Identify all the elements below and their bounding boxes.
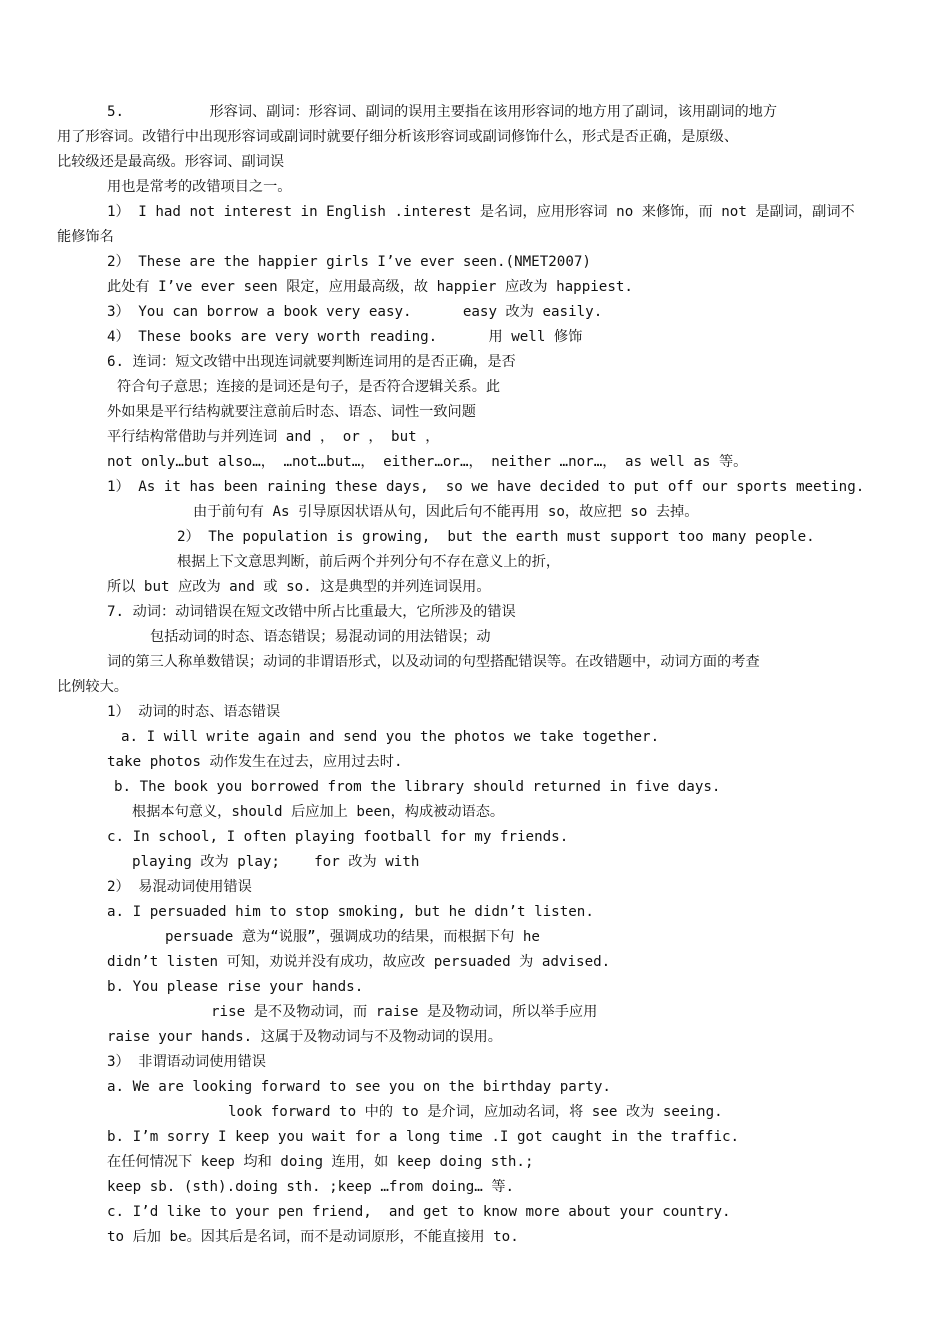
text-line: rise 是不及物动词，而 raise 是及物动词，所以举手应用: [211, 1004, 598, 1020]
text-line: 1） 动词的时态、语态错误: [107, 704, 281, 720]
text-line: 能修饰名: [57, 229, 114, 245]
text-line: didn’t listen 可知，劝说并没有成功，故应改 persuaded 为 advised.: [107, 954, 611, 970]
text-line: 4） These books are very worth reading. 用 well 修饰: [107, 329, 583, 345]
text-line: 2） The population is growing, but the earth must support too many people.: [177, 529, 815, 545]
text-line: c. In school, I often playing football for my friends.: [107, 829, 569, 845]
text-line: 3） 非谓语动词使用错误: [107, 1054, 266, 1070]
text-line: 2） 易混动词使用错误: [107, 879, 252, 895]
text-line: raise your hands. 这属于及物动词与不及物动词的误用。: [107, 1029, 502, 1045]
text-line: a. I will write again and send you the photos we take together.: [121, 729, 660, 745]
text-line: playing 改为 play; for 改为 with: [132, 854, 420, 870]
text-line: 在任何情况下 keep 均和 doing 连用，如 keep doing sth.;: [107, 1154, 534, 1170]
text-line: 5. 形容词、副词：形容词、副词的误用主要指在该用形容词的地方用了副词，该用副词的地方: [107, 104, 778, 120]
text-line: 3） You can borrow a book very easy. easy 改为 easily.: [107, 304, 603, 320]
text-line: c. I’d like to your pen friend, and get to know more about your country.: [107, 1204, 731, 1220]
text-line: 用了形容词。改错行中出现形容词或副词时就要仔细分析该形容词或副词修饰什么，形式是否正确，是原级、: [57, 129, 739, 145]
text-line: b. I’m sorry I keep you wait for a long time .I got caught in the traffic.: [107, 1129, 740, 1145]
text-line: 平行结构常借助与并列连词 and ， or ， but ，: [107, 429, 440, 445]
text-line: 符合句子意思；连接的是词还是句子，是否符合逻辑关系。此: [117, 379, 501, 395]
text-line: persuade 意为“说服”，强调成功的结果，而根据下句 he: [165, 929, 540, 945]
text-line: 1） As it has been raining these days, so we have decided to put off our sports meeting.: [107, 479, 865, 495]
text-line: 2） These are the happier girls I’ve ever seen.(NMET2007): [107, 254, 591, 270]
text-line: a. I persuaded him to stop smoking, but he didn’t listen.: [107, 904, 594, 920]
text-line: 用也是常考的改错项目之一。: [107, 179, 292, 195]
text-line: not only…but also…， …not…but…， either…or…， neither …nor…， as well as 等。: [107, 454, 748, 470]
text-line: 词的第三人称单数错误；动词的非谓语形式，以及动词的句型搭配错误等。在改错题中，动词方面的考查: [107, 654, 760, 670]
text-line: a. We are looking forward to see you on the birthday party.: [107, 1079, 611, 1095]
text-line: 所以 but 应改为 and 或 so. 这是典型的并列连词误用。: [107, 579, 491, 595]
text-line: 6. 连词：短文改错中出现连词就要判断连词用的是否正确，是否: [107, 354, 516, 370]
text-line: 比较级还是最高级。形容词、副词误: [57, 154, 285, 170]
text-line: 根据本句意义，should 后应加上 been，构成被动语态。: [132, 804, 505, 820]
text-line: look forward to 中的 to 是介词，应加动名词，将 see 改为 seeing.: [228, 1104, 723, 1120]
text-line: 7. 动词：动词错误在短文改错中所占比重最大，它所涉及的错误: [107, 604, 516, 620]
text-line: 根据上下文意思判断，前后两个并列分句不存在意义上的折，: [177, 554, 561, 570]
text-line: 比例较大。: [57, 679, 128, 695]
text-line: to 后加 be。因其后是名词，而不是动词原形，不能直接用 to.: [107, 1229, 519, 1245]
text-line: keep sb. (sth).doing sth. ;keep …from doing… 等.: [107, 1179, 515, 1195]
text-line: 包括动词的时态、语态错误；易混动词的用法错误；动: [150, 629, 491, 645]
text-line: 外如果是平行结构就要注意前后时态、语态、词性一致问题: [107, 404, 476, 420]
text-line: 此处有 I’ve ever seen 限定，应用最高级，故 happier 应改为 happiest.: [107, 279, 633, 295]
text-line: 由于前句有 As 引导原因状语从句，因此后句不能再用 so，故应把 so 去掉。: [193, 504, 699, 520]
text-line: 1） I had not interest in English .interest 是名词，应用形容词 no 来修饰，而 not 是副词，副词不: [107, 204, 855, 220]
text-line: take photos 动作发生在过去，应用过去时.: [107, 754, 403, 770]
text-line: b. You please rise your hands.: [107, 979, 364, 995]
text-line: b. The book you borrowed from the library should returned in five days.: [114, 779, 721, 795]
